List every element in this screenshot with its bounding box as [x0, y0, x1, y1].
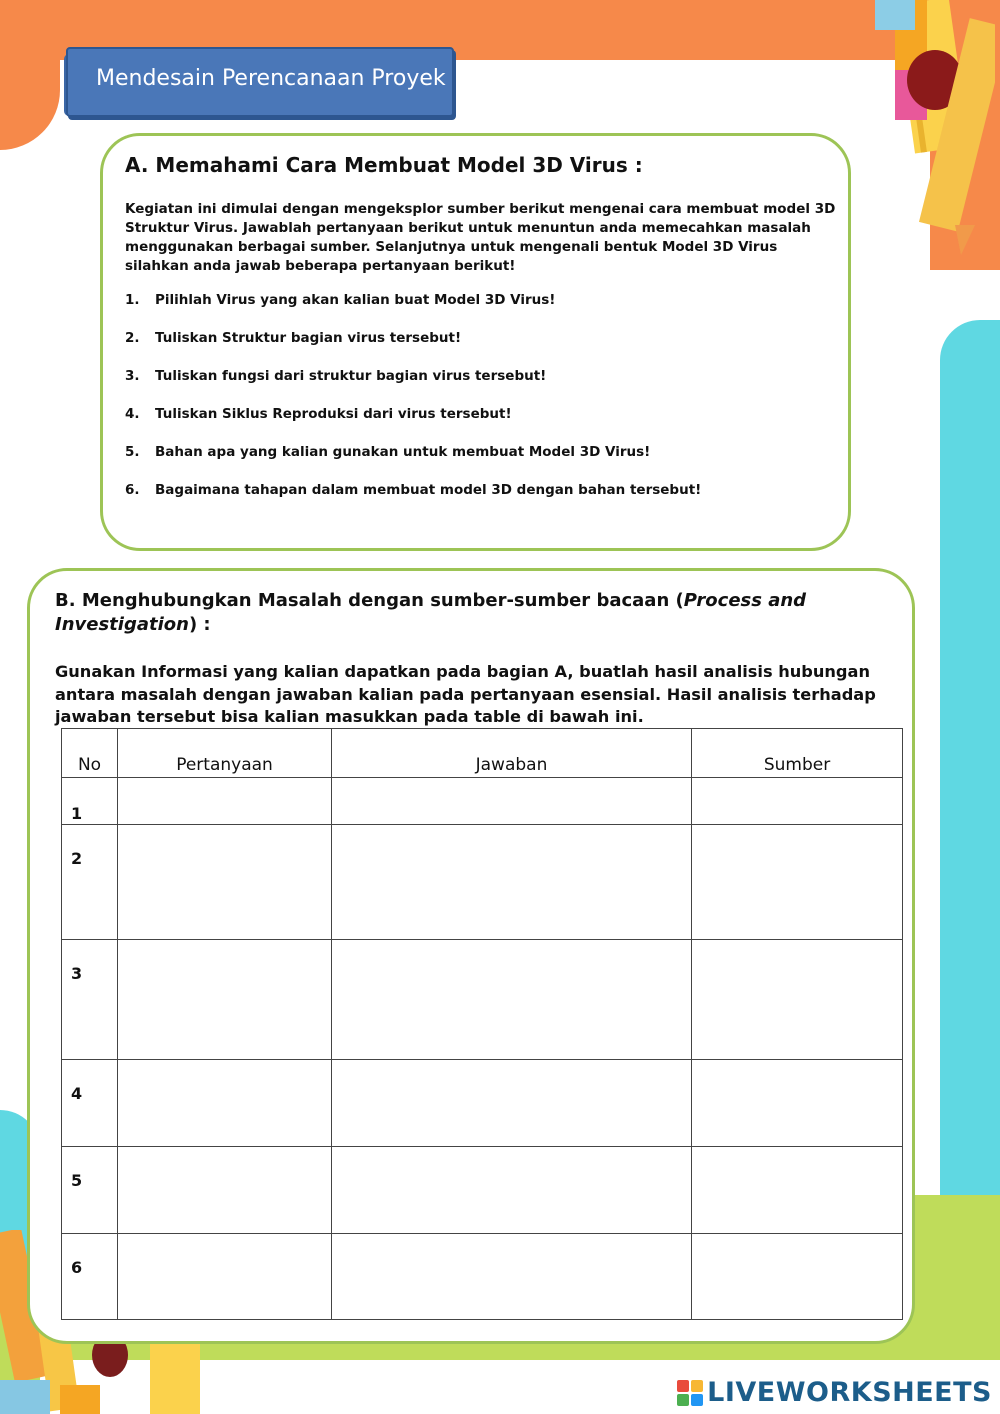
question-list	[125, 292, 701, 520]
question-text: Bahan apa yang kalian gunakan untuk membuat Model 3D Virus!	[155, 444, 651, 460]
table-row	[62, 825, 903, 940]
table-row	[62, 1234, 903, 1320]
row-number: 6	[62, 1234, 118, 1320]
sumber-cell[interactable]	[692, 1234, 903, 1320]
jawaban-cell[interactable]	[332, 1147, 692, 1234]
column-header-sumber: Sumber	[692, 729, 903, 778]
question-number: 6.	[125, 482, 140, 498]
row-number: 4	[62, 1060, 118, 1147]
analysis-table	[61, 728, 903, 1320]
liveworksheets-logo-icon	[677, 1380, 703, 1406]
question-text: Tuliskan Siklus Reproduksi dari virus tersebut!	[155, 406, 512, 422]
jawaban-cell[interactable]	[332, 1234, 692, 1320]
table-row	[62, 940, 903, 1060]
background-cyan-right	[940, 320, 1000, 1220]
question-number: 5.	[125, 444, 140, 460]
question-number: 1.	[125, 292, 140, 308]
pertanyaan-cell[interactable]	[118, 1234, 332, 1320]
row-number: 3	[62, 940, 118, 1060]
question-item	[125, 406, 701, 444]
brand-name: LIVEWORKSHEETS	[707, 1377, 992, 1408]
pertanyaan-cell[interactable]	[118, 1060, 332, 1147]
question-item	[125, 482, 701, 520]
sumber-cell[interactable]	[692, 1147, 903, 1234]
pertanyaan-cell[interactable]	[118, 825, 332, 940]
question-item	[125, 330, 701, 368]
row-number: 1	[62, 778, 118, 825]
section-b-heading-italic: Process and Investigation	[55, 590, 807, 635]
section-a-intro: Kegiatan ini dimulai dengan mengeksplor sumber berikut mengenai cara membuat model 3D Struktur Virus. Jawablah pertanyaan berikut untuk menuntun anda memecahkan masalah menggunakan berbagai sumber. Selanjutnya untuk mengenali bentuk Model 3D Virus silahkan anda jawab beberapa pertanyaan berikut!	[125, 201, 836, 274]
jawaban-cell[interactable]	[332, 1060, 692, 1147]
pertanyaan-cell[interactable]	[118, 778, 332, 825]
sumber-cell[interactable]	[692, 940, 903, 1060]
section-b-heading	[55, 589, 855, 637]
sumber-cell[interactable]	[692, 1060, 903, 1147]
row-number: 2	[62, 825, 118, 940]
pertanyaan-cell[interactable]	[118, 1147, 332, 1234]
column-header-pertanyaan: Pertanyaan	[118, 729, 332, 778]
section-b-intro: Gunakan Informasi yang kalian dapatkan pada bagian A, buatlah hasil analisis hubungan antara masalah dengan jawaban kalian pada pertanyaan esensial. Hasil analisis terhadap jawaban tersebut bisa kalian masukkan pada table di bawah ini.	[55, 662, 876, 726]
background-orange-corner	[0, 0, 60, 150]
section-b-heading-prefix: B. Menghubungkan Masalah dengan sumber-sumber bacaan (	[55, 590, 684, 611]
question-item	[125, 292, 701, 330]
sumber-cell[interactable]	[692, 778, 903, 825]
question-item	[125, 368, 701, 406]
jawaban-cell[interactable]	[332, 778, 692, 825]
column-header-jawaban: Jawaban	[332, 729, 692, 778]
table-row	[62, 1147, 903, 1234]
question-item	[125, 444, 701, 482]
question-text: Tuliskan fungsi dari struktur bagian virus tersebut!	[155, 368, 547, 384]
question-number: 4.	[125, 406, 140, 422]
page-title: Mendesain Perencanaan Proyek	[96, 66, 446, 91]
sumber-cell[interactable]	[692, 825, 903, 940]
table-header-row	[62, 729, 903, 778]
jawaban-cell[interactable]	[332, 940, 692, 1060]
question-number: 2.	[125, 330, 140, 346]
pertanyaan-cell[interactable]	[118, 940, 332, 1060]
section-a-heading: A. Memahami Cara Membuat Model 3D Virus :	[125, 153, 643, 177]
question-number: 3.	[125, 368, 140, 384]
column-header-no: No	[62, 729, 118, 778]
question-text: Tuliskan Struktur bagian virus tersebut!	[155, 330, 462, 346]
pencils-ruler-decoration-icon	[875, 0, 995, 260]
table-row	[62, 778, 903, 825]
brand-footer[interactable]	[677, 1377, 992, 1408]
table-row	[62, 1060, 903, 1147]
question-text: Pilihlah Virus yang akan kalian buat Model 3D Virus!	[155, 292, 556, 308]
question-text: Bagaimana tahapan dalam membuat model 3D dengan bahan tersebut!	[155, 482, 702, 498]
row-number: 5	[62, 1147, 118, 1234]
jawaban-cell[interactable]	[332, 825, 692, 940]
section-b-heading-suffix: ) :	[188, 614, 211, 635]
